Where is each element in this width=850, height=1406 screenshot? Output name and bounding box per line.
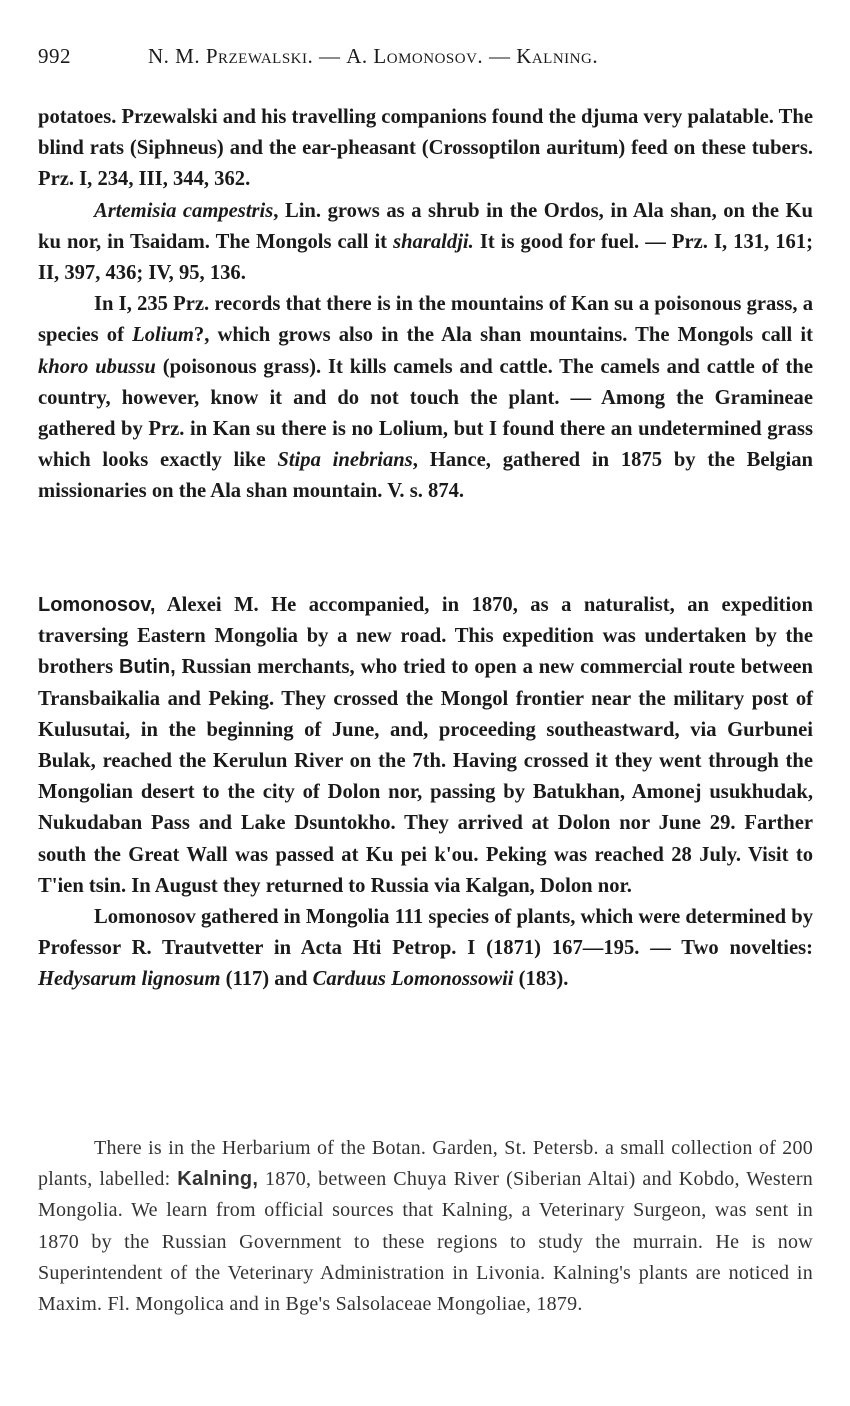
running-header [38,44,812,69]
przewalski-continuation-section [38,102,813,508]
paragraph-text: (183). [513,968,569,991]
lomonosov-section [38,590,813,996]
paragraph-text: It is good for fuel. — Prz. I, 131, 161; II, 397, 436; IV, 95, 136. [38,230,813,285]
name-butin: Butin, [119,656,176,679]
paragraph-text: Lomonosov gathered in Mongolia 111 species of plants, which were determined by Professor R. Trautvetter in Acta Hti Petrop. I (1871) 167—195. — Two novelties: [38,906,813,960]
species-name: Artemisia campestris [94,199,274,222]
paragraph-text: (117) and [220,968,313,991]
paragraph-kalning [38,1133,813,1320]
header-title-kalning: Kalning. [516,44,599,68]
paragraph-text: Alexei M. He accompanied, in 1870, as a naturalist, an expedition traversing Eastern Mongolia by a new road. This expedition was undertaken by the brothers [38,594,813,679]
header-dash-1: — [319,44,341,68]
header-title-lomonosov: A. Lomonosov. [346,44,484,68]
paragraph-lolium [38,289,813,507]
header-dash-2: — [488,44,511,68]
paragraph-text: (poisonous grass). It kills camels and cattle. The camels and cattle of the country, however, know it and do not touch the plant. — Among the Gramineae gathered by Prz. in Kan su there is no Lolium, but I found there an undetermined grass which looks exactly like [38,355,813,472]
paragraph-text: ?, which grows also in the Ala shan mountains. The Mongols call it [193,324,813,347]
page-number: 992 [38,44,71,68]
species-name: Lolium [132,324,194,347]
species-name: Carduus Lomonossowii [312,968,514,991]
species-name: Hedysarum lignosum [38,968,221,991]
mongol-term: khoro ubussu [38,355,156,378]
paragraph-text: 1870, between Chuya River (Siberian Altai) and Kobdo, Western Mongolia. We learn from official sources that Kalning, a Veterinary Surgeon, was sent in 1870 by the Russian Government to these regions to study the murrain. He is now Superintendent of the Veterinary Administration in Livonia. Kalning's plants are noticed in Maxim. Fl. Mongolica and in Bge's Salsolaceae Mongoliae, 1879. [38,1168,813,1316]
mongol-term: sharaldji. [393,230,474,253]
entry-name-kalning: Kalning, [177,1168,259,1191]
paragraph-artemisia [38,196,813,290]
paragraph-lomonosov-plants [38,902,813,996]
entry-name-lomonosov: Lomonosov, [38,594,156,616]
paragraph-text: There is in the Herbarium of the Botan. Garden, St. Petersb. a small collection of 200 plants, labelled: [38,1137,813,1191]
paragraph-text: Russian merchants, who tried to open a new commercial route between Transbaikalia and Peking. They crossed the Mongol frontier near the military post of Kulusutai, in the beginning of June, and, proceeding southeastward, via Gurbunei Bulak, reached the Kerulun River on the 7th. Having crossed it they went through the Mongolian desert to the city of Dolon nor, passing by Batukhan, Amonej usukhudak, Nukudaban Pass and Lake Dsuntokho. They arrived at Dolon nor June 29. Farther south the Great Wall was passed at Ku pei k'ou. Peking was reached 28 July. Visit to T'ien tsin. In August they returned to Russia via Kalgan, Dolon nor. [38,656,813,897]
paragraph-lomonosov-expedition [38,590,813,902]
header-title-przewalski: N. M. Przewalski. [148,44,314,68]
paragraph-text: In I, 235 Prz. records that there is in the mountains of Kan su a poisonous grass, a species of [38,293,813,347]
paragraph-text: , Lin. grows as a shrub in the Ordos, in Ala shan, on the Ku ku nor, in Tsaidam. The Mongols call it [38,199,813,253]
paragraph-text: potatoes. Przewalski and his travelling companions found the djuma very palatable. The blind rats (Siphneus) and the ear-pheasant (Crossoptilon auritum) feed on these tubers. Prz. I, 234, III, 344, 362. [38,106,813,191]
paragraph-djuma [38,102,813,196]
paragraph-text: , Hance, gathered in 1875 by the Belgian missionaries on the Ala shan mountain. V. s. 874. [38,449,813,503]
kalning-section [38,1133,813,1320]
species-name: Stipa inebrians [277,449,413,472]
